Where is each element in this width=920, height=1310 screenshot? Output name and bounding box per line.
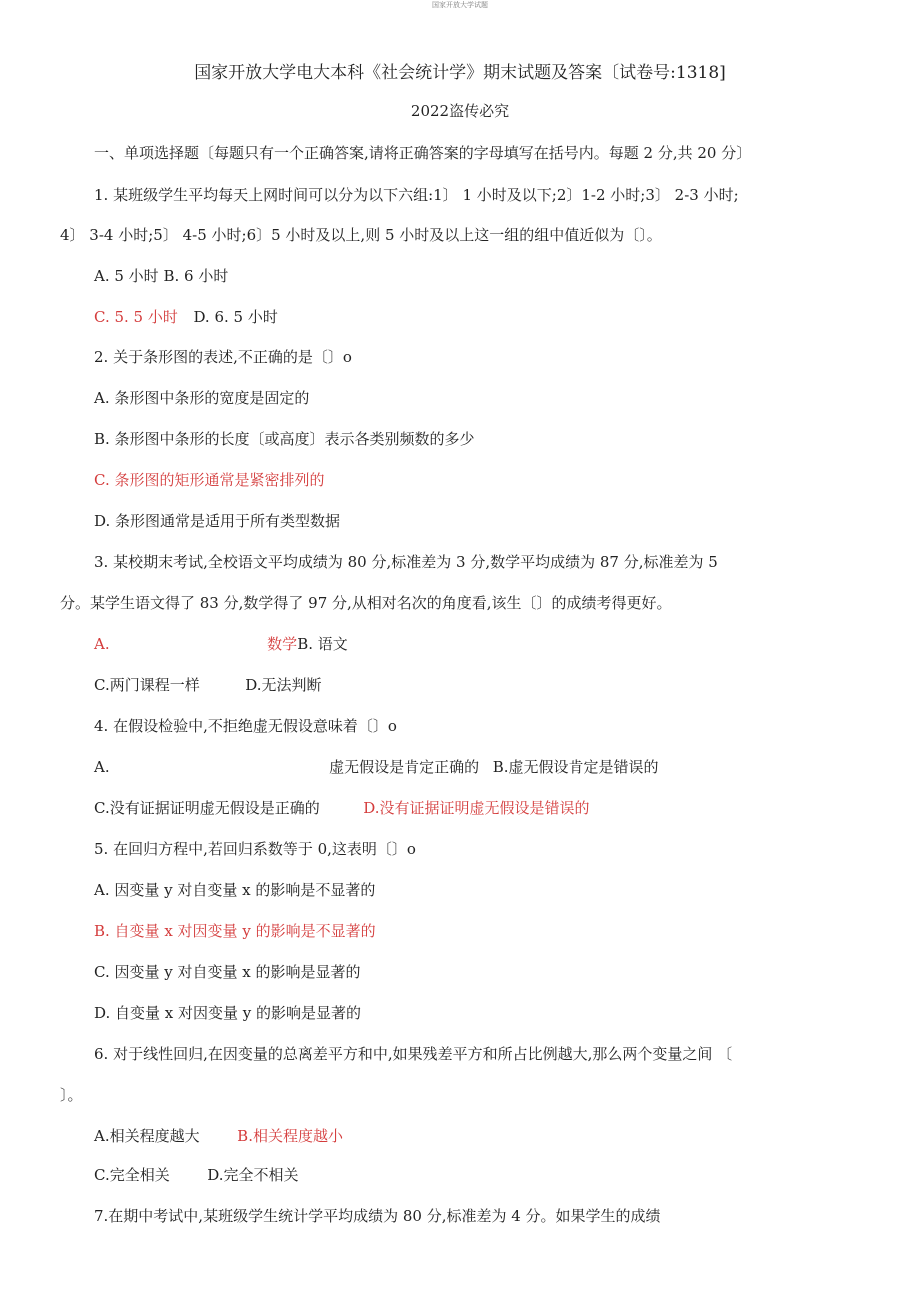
question-1-option-c-answer: C. 5. 5 小时 <box>94 308 178 326</box>
question-4-option-a: 虚无假设是肯定正确的 <box>329 758 480 776</box>
question-3-option-a-label: A. <box>94 635 110 653</box>
question-2-option-a: A. 条形图中条形的宽度是固定的 <box>94 389 310 407</box>
question-5-option-d: D. 自变量 x 对因变量 y 的影响是显著的 <box>94 1004 362 1022</box>
document-subtitle: 2022盗传必究 <box>410 102 510 120</box>
question-6-line-1: 6. 对于线性回归,在因变量的总离差平方和中,如果残差平方和所占比例越大,那么两个变量之间 〔 <box>94 1045 733 1063</box>
question-2-option-b: B. 条形图中条形的长度〔或高度〕表示各类别频数的多少 <box>94 430 475 448</box>
question-4-stem: 4. 在假设检验中,不拒绝虚无假设意味着〔〕o <box>94 717 397 735</box>
question-6-option-b-answer: B.相关程度越小 <box>237 1127 343 1145</box>
question-6-line-2: 〕。 <box>60 1086 83 1104</box>
question-4-options-cd <box>94 796 590 820</box>
question-1-options-cd <box>94 305 278 329</box>
question-3-option-b: B. 语文 <box>297 635 348 653</box>
question-6-options-cd <box>94 1163 299 1187</box>
question-6-option-a: A.相关程度越大 <box>94 1127 200 1145</box>
question-3-option-c: C.两门课程一样 <box>94 676 200 694</box>
question-5-option-c: C. 因变量 y 对自变量 x 的影响是显著的 <box>94 963 361 981</box>
question-7-line-1: 7.在期中考试中,某班级学生统计学平均成绩为 80 分,标准差为 4 分。如果学生的成绩 <box>94 1207 661 1225</box>
question-2-option-c-answer: C. 条形图的矩形通常是紧密排列的 <box>94 471 325 489</box>
question-3-options-ab <box>94 632 348 656</box>
question-1-line-2: 4〕 3-4 小时;5〕 4-5 小时;6〕5 小时及以上,则 5 小时及以上这一组的组中值近似为〔〕。 <box>60 226 662 244</box>
question-3-line-1: 3. 某校期末考试,全校语文平均成绩为 80 分,标准差为 3 分,数学平均成绩为 87 分,标准差为 5 <box>94 553 718 571</box>
question-4-option-c: C.没有证据证明虚无假设是正确的 <box>94 799 320 817</box>
document-title: 国家开放大学电大本科《社会统计学》期末试题及答案〔试卷号:1318] <box>194 63 726 83</box>
question-6-option-c: C.完全相关 <box>94 1166 170 1184</box>
question-4-option-a-label: A. <box>94 758 110 776</box>
question-1-option-d: D. 6. 5 小时 <box>193 308 278 326</box>
question-1-line-1: 1. 某班级学生平均每天上网时间可以分为以下六组:1〕 1 小时及以下;2〕1-2 小时;3〕 2-3 小时; <box>94 186 739 204</box>
question-3-option-d: D.无法判断 <box>245 676 322 694</box>
question-6-option-d: D.完全不相关 <box>207 1166 299 1184</box>
question-4-option-d-answer: D.没有证据证明虚无假设是错误的 <box>363 799 590 817</box>
question-2-stem: 2. 关于条形图的表述,不正确的是〔〕o <box>94 348 352 366</box>
question-3-option-a-answer: 数学 <box>267 635 298 653</box>
section-heading: 一、单项选择题〔每题只有一个正确答案,请将正确答案的字母填写在括号内。每题 2 分,共 20 分〕 <box>94 144 752 162</box>
question-6-options-ab <box>94 1124 343 1148</box>
question-5-option-a: A. 因变量 y 对自变量 x 的影响是不显著的 <box>94 881 376 899</box>
question-5-stem: 5. 在回归方程中,若回归系数等于 0,这表明〔〕o <box>94 840 416 858</box>
question-1-options-ab: A. 5 小时 B. 6 小时 <box>94 267 229 285</box>
question-2-option-d: D. 条形图通常是适用于所有类型数据 <box>94 512 341 530</box>
running-header: 国家开放大学试题 <box>432 1 488 9</box>
question-5-option-b-answer: B. 自变量 x 对因变量 y 的影响是不显著的 <box>94 922 376 940</box>
question-3-line-2: 分。某学生语文得了 83 分,数学得了 97 分,从相对名次的角度看,该生〔〕的成绩考得更好。 <box>60 594 672 612</box>
question-4-options-ab <box>94 755 659 779</box>
question-3-options-cd <box>94 673 322 697</box>
question-4-option-b: B.虚无假设肯定是错误的 <box>492 758 659 776</box>
